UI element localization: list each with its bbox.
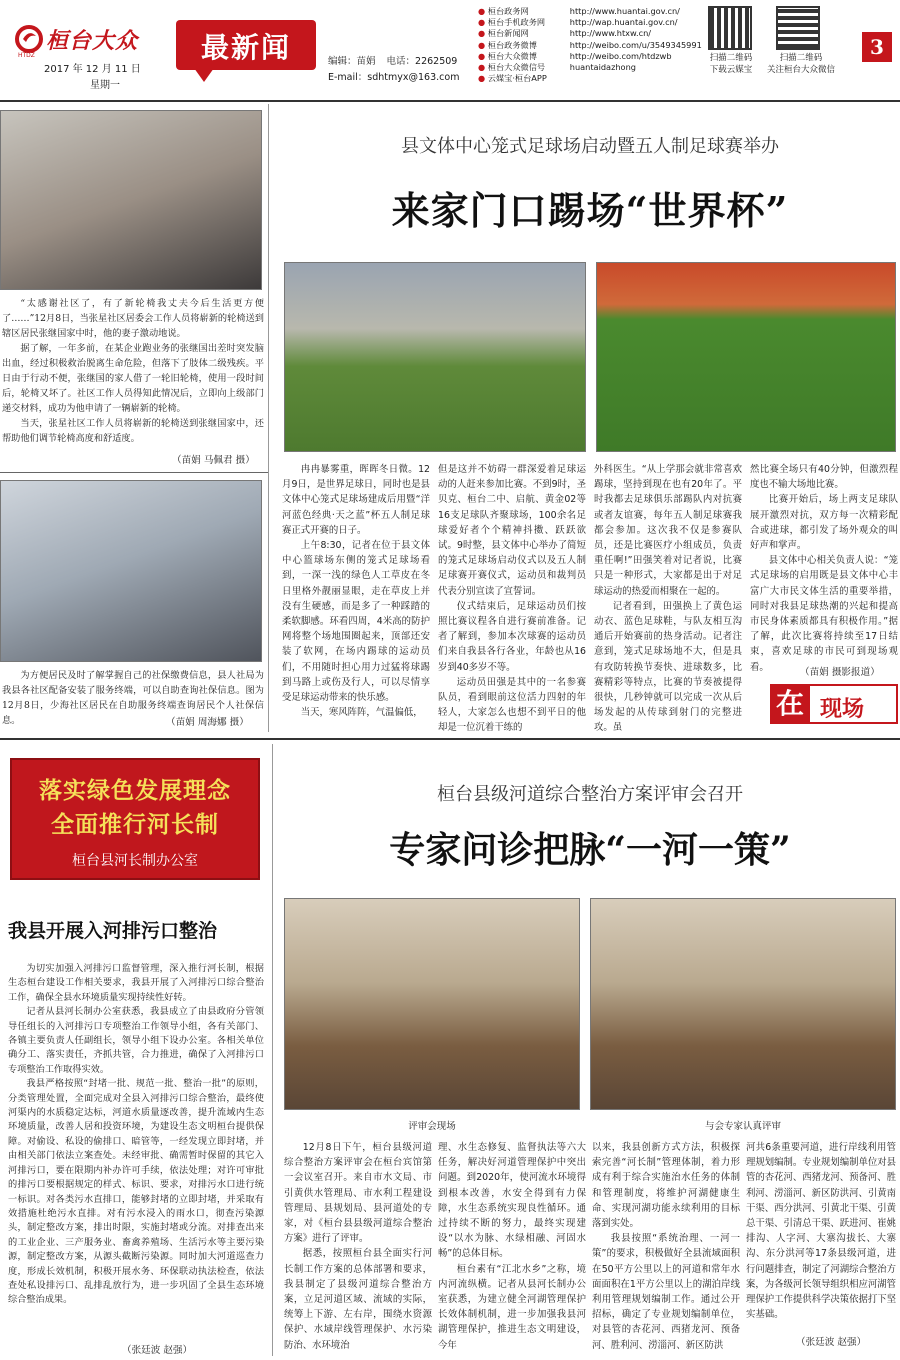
paragraph: 外科医生。“从上学那会就非常喜欢踢球，坚持到现在也有20年了。平时我都去足球俱乐部踢队内对抗赛或者友谊赛，每年五人制足球赛我都会参加。这次我不仅是参赛队员，还是比赛医疗小组成员，负责重任啊!”田强笑着对记者说，比赛只是一种形式，大家都是出于对足球运动的热爱而相聚在一起的。 [594, 464, 742, 597]
football-headline: 来家门口踢场“世界杯” [391, 188, 789, 233]
media-item: ● 桓台手机政务网 http://wap.huantai.gov.cn/ [478, 17, 678, 28]
page-number: 3 [862, 32, 892, 62]
river-headline: 专家问诊把脉“一河一策” [389, 829, 791, 871]
media-url[interactable]: http://weibo.com/u/3549345991 [569, 39, 702, 50]
section-divider [0, 738, 900, 740]
logo [14, 24, 164, 59]
terminal-caption: 为方便居民及时了解掌握自己的社保缴费信息，县人社局为我县各社区配备安装了服务终端，可以自助查询社保信息。图为12月8日，少海社区居民在自助服务终端查询居民个人社保信息。 [2, 670, 264, 726]
paragraph: 我县按照“系统治理、一河一策”的要求，积极做好全县流域面积在50平方公里以上的河道和常年水面面积在1平方公里以上的湖泊岸线利用管理规划编制工作。通过公开招标，确定了专业规划编制单位，对县管的杏花河、西猪龙河、预备河、胜利河、涝淄河、新区防洪 [592, 1233, 740, 1351]
wheelchair-photo [0, 110, 262, 290]
paragraph: 冉冉暴雾重，晖晖冬日微。12月9日，是世界足球日，同时也是县文体中心笼式足球场建成后用暨“洋河蓝色经典·天之蓝”杯五人制足球赛正式开赛的日子。 [282, 464, 430, 536]
football-kicker: 县文体中心笼式足球场启动暨五人制足球赛举办 [401, 136, 779, 157]
banner-line-1: 落实绿色发展理念 [39, 777, 231, 804]
on-site-tag-big: 在 [770, 684, 810, 724]
banner-line-2: 全面推行河长制 [51, 811, 219, 838]
left-column-rule [268, 104, 269, 732]
media-item: ● 桓台大众微信号 huantaidazhong [478, 62, 636, 73]
header-rule [0, 100, 900, 102]
paragraph: 河共6条重要河道，进行岸线利用管理规划编制。专业规划编制单位对县管的杏花河、西猪龙河、预备河、胜利河、涝淄河、新区防洪河、引黄南干渠、西分洪河、引黄北干渠、引黄总干渠、引清总干渠、跃进河、崔姚排沟、人字河、大寨沟拔长、大寨沟、东分洪河等17条县级河道，进行问题排查，制定了河湖综合整治方案，为各级河长领导组织相应河湖管理保护工作提供科学决策依据打下坚实基础。 [746, 1142, 897, 1321]
review-meeting-caption: 评审会现场 [408, 1121, 456, 1132]
sewage-credit: （张廷波 赵强） [122, 1345, 193, 1356]
wheelchair-credit: （苗娟 马佩君 摄） [172, 455, 255, 466]
football-col-1 [282, 462, 430, 730]
match-photo [596, 262, 896, 452]
media-item: ● 桓台政务微博 http://weibo.com/u/3549345991 [478, 39, 702, 50]
paragraph: 桓台素有“江北水乡”之称，境内河流纵横。记者从县河长制办公室获悉，为建立健全河湖管理保护长效体制机制，进一步加强我县河湖管理保护，推进生态文明建设，今年 [438, 1263, 586, 1351]
paragraph: 运动员田强是其中的一名参赛队员，看到眼前这位活力四射的年轻人，大家怎么也想不到平日的他却是一位沉着干练的 [438, 676, 586, 734]
logo-swirl-icon [14, 24, 44, 54]
paragraph: 但是这并不妨碍一群深爱着足球运动的人赶来参加比赛。不到9时，圣贝克、桓台二中、启航、黄金02等16支足球队齐聚球场，100余名足球爱好者个个精神抖擞、跃跃欲试。9时整，县文体中心举办了简短的笼式足球场启动仪式以及五人制足球赛开赛仪式，运动员和裁判员代表分别宣读了宣誓词。 [438, 464, 586, 597]
media-url[interactable]: http://wap.huantai.gov.cn/ [569, 17, 678, 28]
paragraph: 据悉，按照桓台县全面实行河长制工作方案的总体部署和要求，我县制定了县级河道综合整治方案，立足河道区域、流域的实际，统筹上下游、左右岸，围绕水资源保护、水域岸线管理保护、水污染防治、水环境治 [284, 1248, 432, 1351]
media-url: huantaidazhong [569, 62, 636, 73]
expert-review-caption: 与会专家认真评审 [704, 1121, 781, 1132]
paragraph: 记者看到，田强换上了黄色运动衣、蓝色足球鞋，与队友相互沟通后开始赛前的热身活动。记者注意到，笼式足球场地不大，但是具有攻防转换节奏快、进球数多，比赛精彩等特点，比赛的节奏被提得很快，几秒钟就可以完成一次从后场发起的从传球到射门的完整进攻。虽 [594, 600, 742, 734]
expert-review-photo [590, 898, 896, 1110]
paragraph: 比赛开始后，场上两支足球队展开激烈对抗，双方每一次精彩配合或进球，都引发了场外观众的叫好声和掌声。 [750, 494, 898, 552]
paragraph: 县文体中心相关负责人说：“笼式足球场的启用既是县文体中心丰富广大市民文体生活的重要举措，同时对我县足球热潮的兴起和提高市民身体素质都具有积极作用。”据了解，此次比赛将持续至17日结束，喜欢足球的市民可到现场观看。 [750, 555, 898, 673]
section-title-tail [194, 68, 214, 82]
paragraph: 12月8日下午，桓台县级河道综合整治方案评审会在桓台宾馆第一会议室召开。来自市水文局、市引黄供水管理局、市水利工程建设管理局、县规划局、县河道处的专家，对《桓台县县级河道综合整治方案》进行了评审。 [284, 1142, 432, 1245]
media-list [478, 6, 700, 84]
editor-info [328, 54, 459, 86]
qr1-label: 扫描二维码 下载云媒宝 [709, 53, 753, 75]
review-meeting-photo [284, 898, 580, 1110]
lower-column-rule [272, 744, 273, 1356]
river-col-3 [592, 1140, 740, 1356]
media-url[interactable]: http://www.huantai.gov.cn/ [569, 6, 680, 16]
issue-weekday: 星期一 [90, 80, 120, 91]
river-chief-banner [10, 758, 260, 880]
media-url[interactable]: http://www.htxw.cn/ [569, 28, 652, 39]
banner-org: 桓台县河长制办公室 [72, 853, 198, 869]
paragraph: 然比赛全场只有40分钟，但激烈程度也不输大场地比赛。 [750, 464, 898, 491]
football-col-3 [594, 462, 742, 734]
logo-sub: HTDZ [18, 52, 35, 59]
editor: 编辑：苗娟 [328, 56, 376, 67]
on-site-tag-small: 现场 [820, 696, 865, 722]
on-site-tag [770, 684, 898, 724]
media-item: ● 桓台新闻网 http://www.htxw.cn/ [478, 28, 652, 39]
river-col-4 [746, 1140, 896, 1326]
qr-code-icon[interactable] [708, 6, 752, 50]
left-divider-1 [0, 472, 268, 473]
wheelchair-caption: “太感谢社区了，有了新轮椅我丈夫今后生活更方便了……”12月8日，当张星社区居委会工作人员将崭新的轮椅送到辖区居民张继国家中时，他的妻子激动地说。 据了解，一年多前，在某企业跑业务的张继国出差时突发脑出血，经过积极救治脱离生命危险，但落下了肢体二级残疾。平日由于行动不便，张继国的家人借了一轮旧轮椅，使用一段时间后，轮椅又坏了。社区工作人员得知此情况后，立即向上级部门递交材料，成功为他申请了一辆崭新的轮椅。 当天，张星社区工作人员将崭新的轮椅送到张继国家中，还帮助他们调节轮椅高度和舒适度。 [2, 298, 264, 444]
paragraph: 仪式结束后，足球运动员们按照比赛议程各自进行赛前准备。记者了解到，参加本次球赛的运动员们来自我县各行各业，年龄也从16岁到40多岁不等。 [438, 600, 586, 673]
paragraph: 当天，寒风阵阵，气温偏低， [300, 707, 423, 719]
qr2-label: 扫描二维码 关注桓台大众微信 [766, 53, 835, 75]
river-col-1 [284, 1140, 432, 1356]
terminal-credit: （苗娟 周海娜 摄） [166, 717, 249, 728]
media-item: ● 云媒宝·桓台APP [478, 73, 547, 84]
section-title: 最新闻 [200, 31, 291, 64]
media-url[interactable]: http://weibo.com/htdzwb [569, 50, 672, 61]
email: E-mail：sdhtmyx@163.com [328, 72, 460, 83]
football-col-2 [438, 462, 586, 734]
qr-code-icon[interactable] [776, 6, 820, 50]
phone: 电话：2262509 [386, 56, 458, 67]
terminal-photo [0, 480, 262, 662]
paragraph: 以来，我县创新方式方法，积极探索完善“河长制”管理体制，着力形成有利于综合实施治水任务的体制和管理制度，将维护河湖健康生命、实现河湖功能永续利用的目标落到实处。 [592, 1142, 740, 1230]
issue-date: 2017 年 12 月 11 日 [44, 64, 141, 75]
ceremony-photo [284, 262, 586, 452]
media-item: ● 桓台政务网 http://www.huantai.gov.cn/ [478, 6, 680, 16]
football-credit: （苗娟 摄影报道） [800, 667, 880, 678]
paragraph: 上午8:30，记者在位于县文体中心篮球场东侧的笼式足球场看到，一深一浅的绿色人工草皮在冬日里格外靓丽显眼，走在草皮上并没有生硬感，而是多了一种踩踏的柔软脚感。环看四周，4米高的防护网将整个场地围圈起来，顶部还安装了软网，在场内踢球的运动员们，不用随时担心用力过猛将球踢到马路上或伤及行人，可以尽情享受足球运动带来的快乐感。 [282, 540, 430, 704]
paragraph: 理、水生态修复、监督执法等六大任务，解决好河道管理保护中突出问题。到2020年，使河流水环境得到根本改善，水安全得到有力保障，水生态系统实现良性循环。通过持续不断的努力，最终实现建设“以水为脉、水绿相融、河固水畅”的总体目标。 [438, 1142, 586, 1260]
river-credit: （张廷波 赵强） [796, 1337, 867, 1348]
river-col-2 [438, 1140, 586, 1356]
media-item: ● 桓台大众微博 http://weibo.com/htdzwb [478, 50, 672, 61]
masthead [0, 0, 900, 98]
logo-text: 桓台大众 [46, 28, 139, 54]
sewage-body: 为切实加强入河排污口监督管理，深入推行河长制，根据生态桓台建设工作相关要求，我县开展了入河排污口综合整治工作，确保全县水环境质量实现持续性好转。 记者从县河长制办公室获悉，我县成立了由县政府分管领导任组长的入河排污口专项整治工作领导小组，各有关部门、各镇主要负责人任副组长，领导小组下设办公室。各相关单位确分工、落实责任，齐抓共管，合力推进，确保了入河排污口专项整治工作取得实效。 我县严格按照“封堵一批、规范一批、整治一批”的原则，分类管理处置，全面完成对全县入河排污口综合整治，最终使河渠内的水质稳定达标，河道水质量逐改善，提升流域内生态环境质量，改善人居和投资环境，为建设生态文明桓台提供保障。对偷设、私设的偷排口、暗管等，一经发现立即封堵，并由相关部门依法立案查处。未经审批、确需暂时保留的其它入河排污口，要在限期内补办许可手续，依法处理；对许可审批的排污口要根据规定的样式、标识、要求，对排污水口进行统一标识。对各类污水直排口，能够封堵的立即封堵，并采取有效措施杜绝污水直排。对有污水浸入的雨水口，彻查污染源头，制定整改方案，排出时限，实施封堵或分流。对排查出来的工业企业、三产服务业、畜禽养殖场、生活污水等主要污染源，制定整改方案，从源头截断污染源。同时加大河道巡查力度，形成长效机制，积极开展水务、环保联动执法检查，依法查处私设排污口、乱排乱放行为，进一步巩固了全县生态环境综合整治成果。 [8, 963, 264, 1306]
sewage-headline: 我县开展入河排污口整治 [8, 920, 218, 942]
river-kicker: 桓台县级河道综合整治方案评审会召开 [437, 784, 743, 805]
